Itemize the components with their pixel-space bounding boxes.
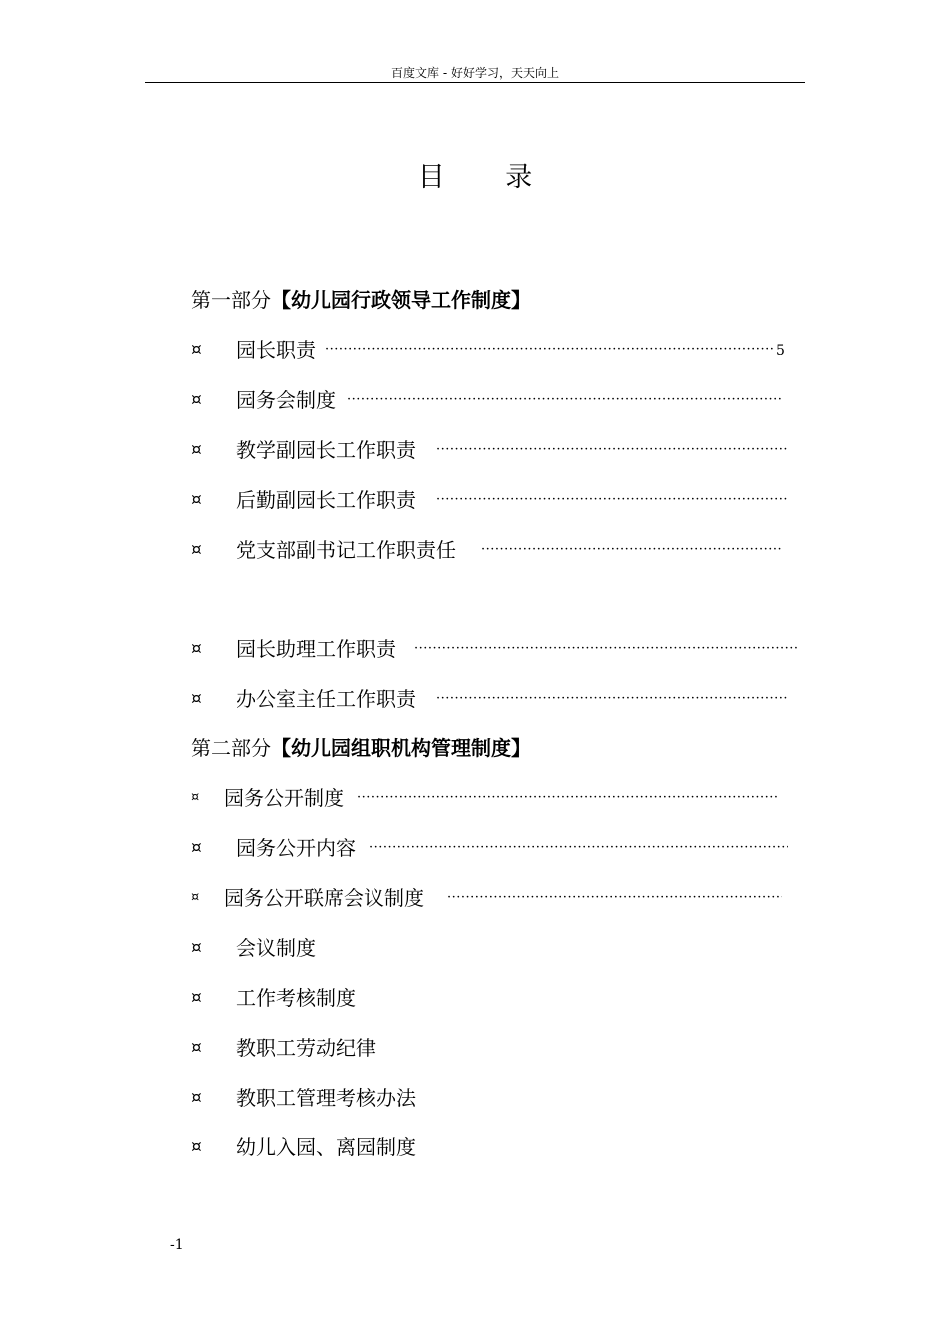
- bullet-icon: ¤: [191, 1137, 202, 1157]
- bullet-icon: ¤: [191, 440, 202, 460]
- dot-leader: [436, 484, 788, 516]
- toc-entry-label: 教学副园长工作职责: [236, 438, 416, 462]
- toc-entry-label: 党支部副书记工作职责任: [236, 538, 456, 562]
- toc-entry-label: 园务会制度: [236, 388, 336, 412]
- bullet-icon: ¤: [191, 689, 202, 709]
- dot-leader: [481, 534, 781, 566]
- toc-entry[interactable]: [191, 334, 791, 366]
- part-heading-2: [191, 732, 751, 764]
- toc-entry[interactable]: [191, 782, 791, 814]
- dot-leader: [447, 882, 782, 914]
- toc-entry[interactable]: [191, 434, 791, 466]
- toc-entry[interactable]: [191, 683, 791, 715]
- part-title: 【幼儿园行政领导工作制度】: [271, 288, 531, 312]
- toc-entry-label: 工作考核制度: [236, 986, 356, 1010]
- part-prefix: 第二部分: [191, 736, 271, 760]
- part-heading-1: [191, 284, 751, 316]
- toc-entry-label: 园务公开内容: [236, 836, 356, 860]
- toc-entry[interactable]: [191, 633, 801, 665]
- bullet-icon: ¤: [191, 1088, 202, 1108]
- toc-entry-label: 教职工管理考核办法: [236, 1086, 416, 1110]
- toc-entry[interactable]: [191, 1032, 791, 1064]
- dot-leader: [357, 782, 777, 814]
- header-rule: [145, 82, 805, 83]
- dot-leader: [436, 683, 788, 715]
- toc-entry[interactable]: [191, 932, 791, 964]
- bullet-icon: ¤: [191, 838, 202, 858]
- dot-leader: [369, 832, 788, 864]
- dot-leader: [436, 434, 788, 466]
- toc-entry[interactable]: [191, 484, 791, 516]
- toc-entry-label: 园长助理工作职责: [236, 637, 396, 661]
- toc-entry[interactable]: [191, 534, 791, 566]
- bullet-icon: ¤: [191, 890, 200, 905]
- toc-entry[interactable]: [191, 1131, 791, 1163]
- toc-entry[interactable]: [191, 882, 791, 914]
- dot-leader: [347, 384, 781, 416]
- toc-entry-label: 教职工劳动纪律: [236, 1036, 376, 1060]
- bullet-icon: ¤: [191, 540, 202, 560]
- toc-entry-label: 办公室主任工作职责: [236, 687, 416, 711]
- bullet-icon: ¤: [191, 490, 202, 510]
- dot-leader: [414, 633, 799, 665]
- toc-entry-label: 园务公开联席会议制度: [224, 886, 424, 910]
- toc-entry[interactable]: [191, 982, 791, 1014]
- part-title: 【幼儿园组职机构管理制度】: [271, 736, 531, 760]
- page-title: 目 录: [417, 162, 559, 193]
- toc-entry-label: 幼儿入园、离园制度: [236, 1135, 416, 1159]
- bullet-icon: ¤: [191, 390, 202, 410]
- toc-entry[interactable]: [191, 1082, 791, 1114]
- bullet-icon: ¤: [191, 938, 202, 958]
- toc-entry-page: 5: [776, 343, 785, 359]
- page-header: 百度文库 - 好好学习，天天向上: [391, 66, 559, 80]
- part-prefix: 第一部分: [191, 288, 271, 312]
- toc-entry[interactable]: [191, 384, 791, 416]
- bullet-icon: ¤: [191, 639, 202, 659]
- dot-leader: [325, 334, 775, 366]
- toc-entry[interactable]: [191, 832, 791, 864]
- toc-entry-label: 园长职责: [236, 338, 316, 362]
- bullet-icon: ¤: [191, 790, 200, 805]
- page-number: -1: [170, 1237, 184, 1253]
- bullet-icon: ¤: [191, 1038, 202, 1058]
- toc-entry-label: 后勤副园长工作职责: [236, 488, 416, 512]
- toc-entry-label: 园务公开制度: [224, 786, 344, 810]
- toc-entry-label: 会议制度: [236, 936, 316, 960]
- bullet-icon: ¤: [191, 988, 202, 1008]
- bullet-icon: ¤: [191, 340, 202, 360]
